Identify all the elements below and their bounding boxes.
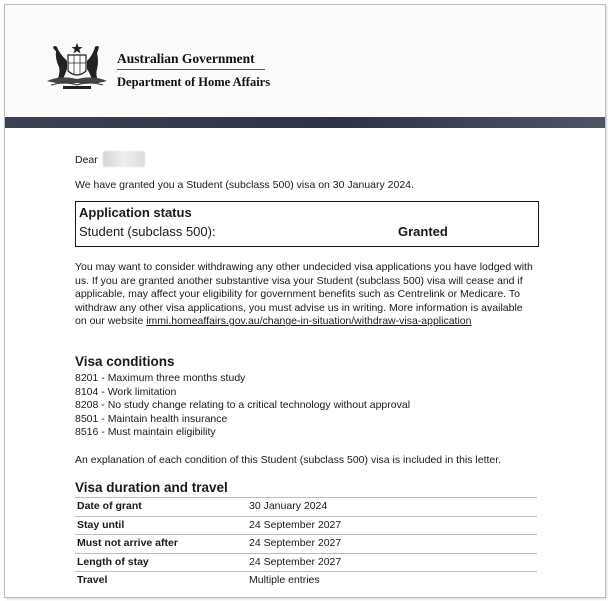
advice-text: You may want to consider withdrawing any other undecided visa applications you have lodged with us. If you are granted another substantive visa your Student (subclass 500) visa will cease and if applicable, may affect your eligibility for government benefits such as Centrelink or Medicare. To withdraw any other visa applications, you must advise us in writing. More information is available on our website xyxy=(75,261,533,327)
table-row xyxy=(75,572,537,590)
row-label: Travel xyxy=(75,572,247,590)
status-visa-label: Student (subclass 500): xyxy=(79,224,216,239)
letter-page xyxy=(4,4,606,598)
table-row xyxy=(75,535,537,554)
salutation xyxy=(75,151,145,168)
status-title: Application status xyxy=(79,205,192,220)
withdraw-info-link[interactable]: immi.homeaffairs.gov.au/change-in-situation/withdraw-visa-application xyxy=(146,315,472,327)
condition-item: 8516 - Must maintain eligibility xyxy=(75,426,216,438)
conditions-list xyxy=(75,372,410,440)
grant-sentence: We have granted you a Student (subclass 500) visa on 30 January 2024. xyxy=(75,179,414,191)
duration-table xyxy=(75,497,537,590)
conditions-explanation: An explanation of each condition of this Student (subclass 500) visa is included in this letter. xyxy=(75,454,502,466)
conditions-heading: Visa conditions xyxy=(75,354,175,369)
row-value: 24 September 2027 xyxy=(247,516,537,535)
salutation-text: Dear xyxy=(75,154,98,166)
table-row xyxy=(75,516,537,535)
table-row xyxy=(75,553,537,572)
row-value: Multiple entries xyxy=(247,572,537,590)
table-row xyxy=(75,498,537,517)
row-label: Must not arrive after xyxy=(75,535,247,554)
row-value: 30 January 2024 xyxy=(247,498,537,517)
letterhead xyxy=(5,5,605,117)
department-name: Department of Home Affairs xyxy=(117,75,271,89)
condition-item: 8201 - Maximum three months study xyxy=(75,372,246,384)
condition-item: 8501 - Maintain health insurance xyxy=(75,412,228,425)
condition-item: 8208 - No study change relating to a critical technology without approval xyxy=(75,399,411,411)
condition-item: 8104 - Work limitation xyxy=(75,385,177,398)
status-value: Granted xyxy=(398,224,448,239)
row-value: 24 September 2027 xyxy=(247,535,537,554)
row-label: Date of grant xyxy=(75,498,247,517)
government-name: Australian Government xyxy=(117,51,255,66)
withdraw-advice xyxy=(75,261,537,329)
letterhead-divider xyxy=(117,69,265,70)
redacted-name xyxy=(103,151,145,167)
row-label: Stay until xyxy=(75,516,247,535)
application-status-box xyxy=(75,201,539,247)
duration-heading: Visa duration and travel xyxy=(75,480,228,495)
header-banner xyxy=(5,117,605,128)
row-label: Length of stay xyxy=(75,553,247,572)
row-value: 24 September 2027 xyxy=(247,553,537,572)
coat-of-arms-icon xyxy=(41,41,113,91)
